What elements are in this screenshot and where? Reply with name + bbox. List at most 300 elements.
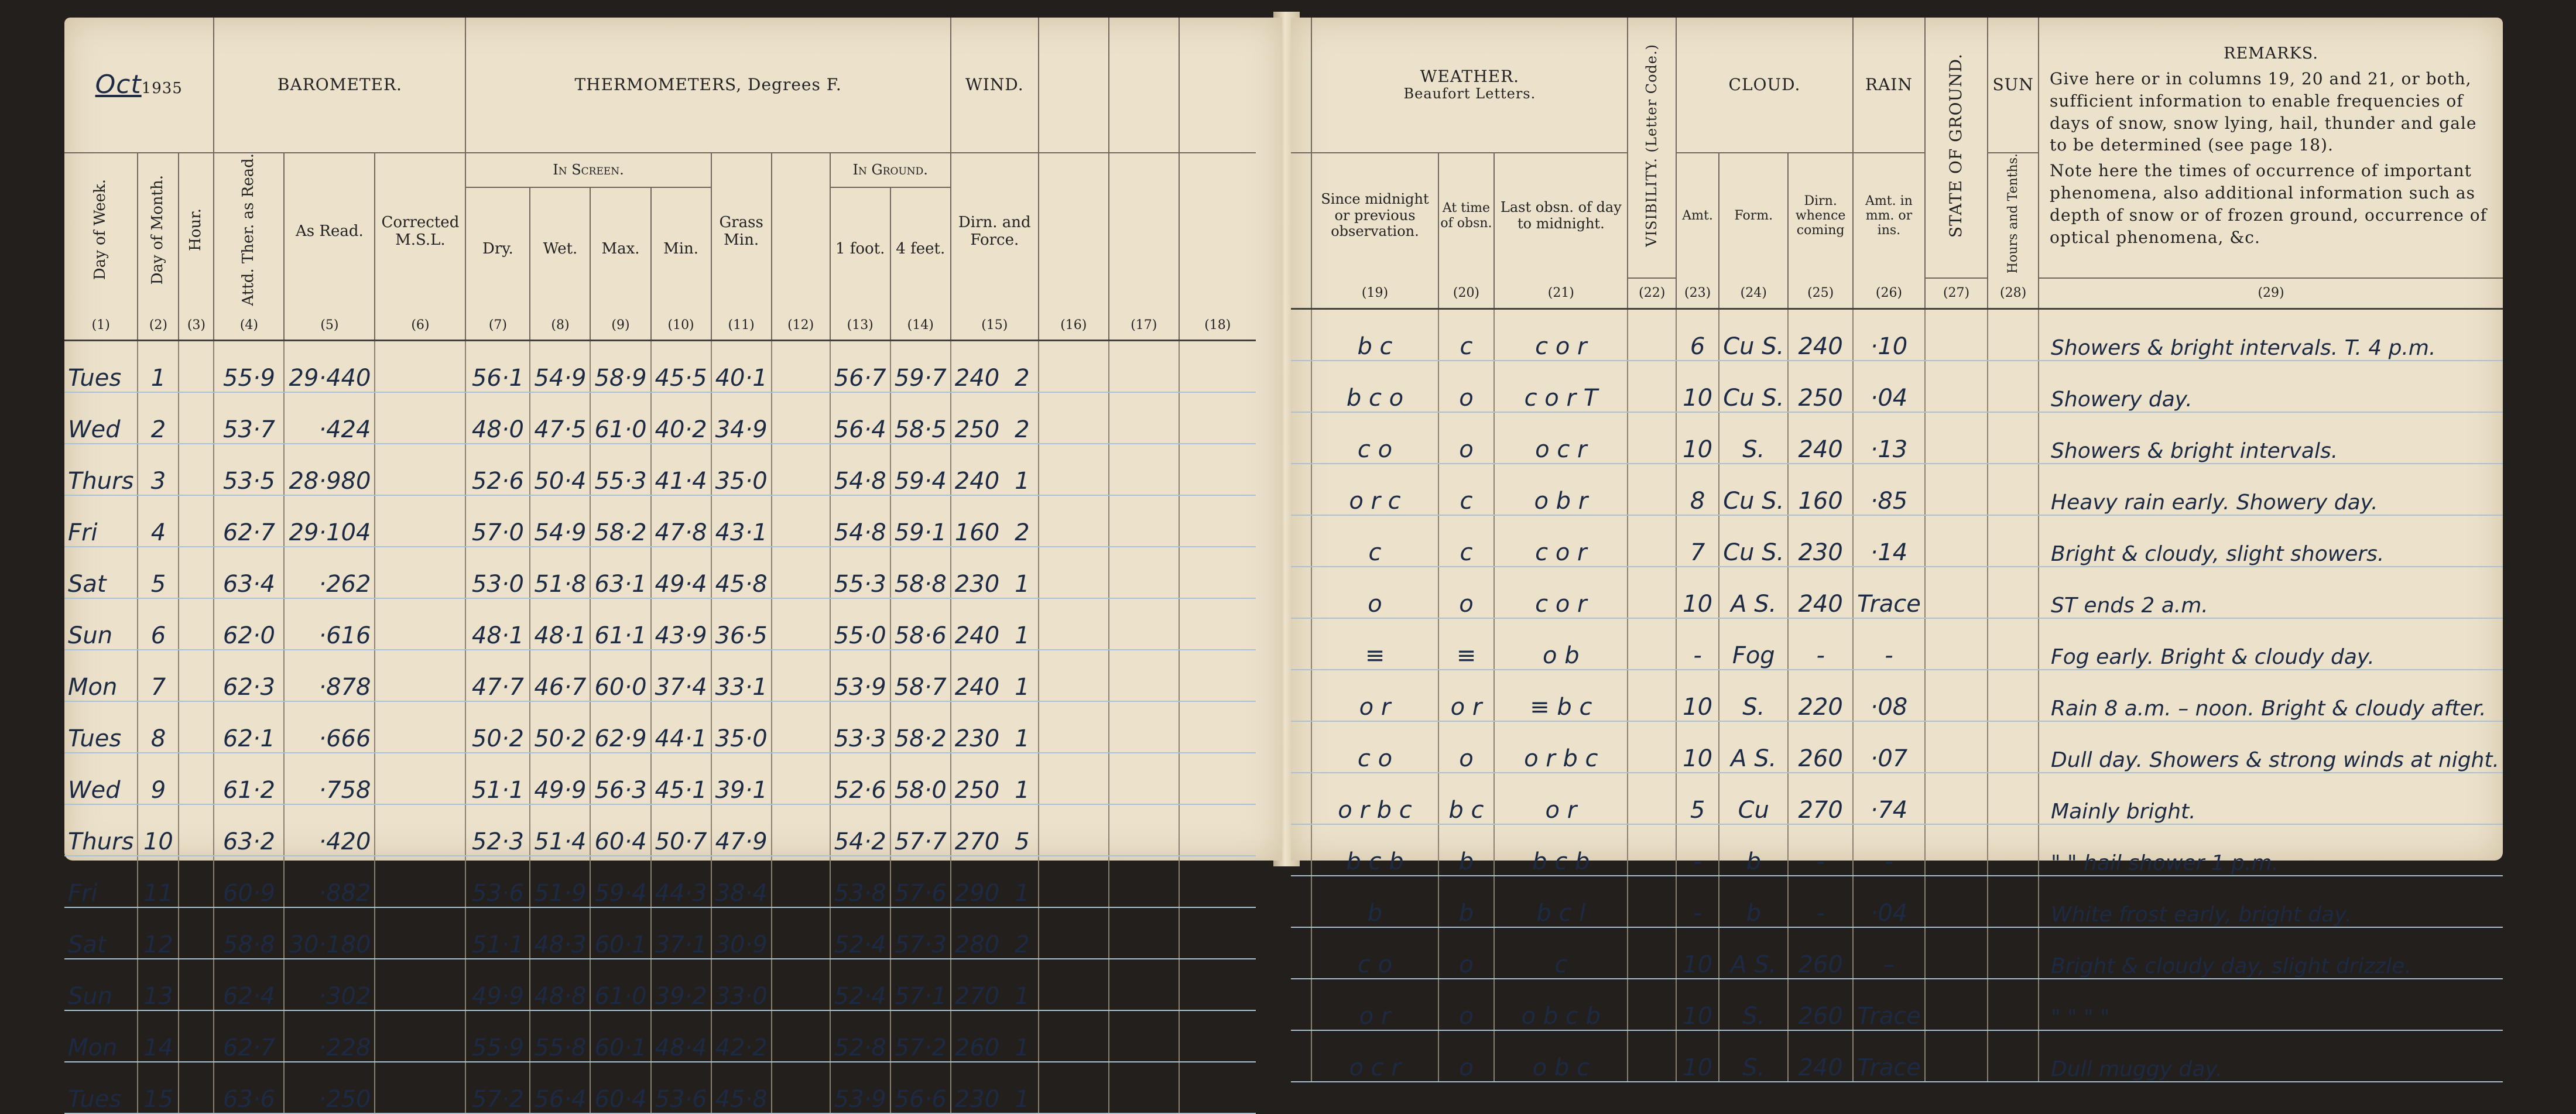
cell-wet-bulb: 46·7 — [530, 650, 590, 701]
cell-rain-amount: – — [1853, 927, 1925, 979]
cell-wet-bulb: 49·9 — [530, 753, 590, 804]
table-row — [1291, 618, 2503, 670]
cell-sun-hours — [1988, 361, 2039, 412]
remarks-title: REMARKS. — [2224, 44, 2318, 63]
cell-sun-hours — [1988, 979, 2039, 1030]
cell-weather-last-obsn: c — [1494, 927, 1628, 979]
cell-attd-ther: 60·9 — [214, 856, 284, 907]
cell-day-of-week: Tues — [64, 1062, 138, 1113]
wind-force: 1 — [1015, 468, 1030, 495]
wind-force: 1 — [1015, 571, 1030, 598]
cell-visibility — [1628, 927, 1676, 979]
cell-hour — [179, 701, 214, 753]
col-day-of-month: Day of Month. — [138, 153, 179, 310]
cell-weather-at-time: b — [1438, 824, 1494, 876]
col-blank-18 — [1179, 153, 1256, 310]
cell-attd-ther: 62·4 — [214, 959, 284, 1010]
cell-state-of-ground — [1925, 670, 1988, 721]
cell-dry-bulb: 53·6 — [465, 856, 530, 907]
cell-attd-ther: 58·8 — [214, 907, 284, 959]
cell-blank-18 — [1179, 959, 1256, 1010]
cell-ground-4-feet: 58·8 — [890, 547, 951, 598]
wind-force: 2 — [1015, 519, 1030, 547]
cell-max-temp: 55·3 — [590, 444, 650, 495]
cell-blank-12 — [772, 392, 830, 444]
cell-hour — [179, 804, 214, 856]
cell-cloud-form: b — [1719, 876, 1788, 927]
cell-cloud-direction: 220 — [1788, 670, 1853, 721]
cell-blank-12 — [772, 804, 830, 856]
cell-wind-dirn-force — [951, 804, 1039, 856]
cell-blank-16 — [1039, 753, 1109, 804]
cell-ground-1-foot: 54·8 — [830, 495, 890, 547]
cell-blank-16 — [1039, 598, 1109, 650]
cell-cloud-direction: 260 — [1788, 979, 1853, 1030]
cell-blank-12 — [772, 701, 830, 753]
cell-rain-amount: ·14 — [1853, 515, 1925, 567]
right-col-number-margin — [1291, 278, 1311, 309]
cell-sun-hours — [1988, 927, 2039, 979]
cell-min-temp: 50·7 — [651, 804, 711, 856]
table-row — [64, 598, 1256, 650]
weather-subtitle: Beaufort Letters. — [1403, 85, 1536, 102]
cell-margin — [1291, 876, 1311, 927]
cell-weather-since-midnight: o r b c — [1311, 773, 1438, 824]
cell-dry-bulb: 56·1 — [465, 341, 530, 393]
cell-ground-4-feet: 58·7 — [890, 650, 951, 701]
cell-attd-ther: 62·1 — [214, 701, 284, 753]
cell-ground-1-foot: 56·4 — [830, 392, 890, 444]
cell-visibility — [1628, 670, 1676, 721]
cell-weather-at-time: c — [1438, 464, 1494, 515]
right-col-number: (23) — [1676, 278, 1719, 309]
left-col-number: (4) — [214, 310, 284, 341]
cell-margin — [1291, 309, 1311, 361]
cell-margin — [1291, 361, 1311, 412]
visibility-heading: VISIBILITY. (Letter Code.) — [1628, 18, 1676, 278]
cell-pressure-corrected — [375, 650, 465, 701]
cell-weather-at-time: o — [1438, 979, 1494, 1030]
right-col-number: (28) — [1988, 278, 2039, 309]
cell-blank-17 — [1109, 1010, 1179, 1062]
cell-wet-bulb: 48·8 — [530, 959, 590, 1010]
col-max: Max. — [590, 187, 650, 311]
cell-day-of-month: 14 — [138, 1010, 179, 1062]
right-col-number: (24) — [1719, 278, 1788, 309]
cell-attd-ther: 53·7 — [214, 392, 284, 444]
table-row — [1291, 1030, 2503, 1082]
table-row — [64, 444, 1256, 495]
cell-day-of-month: 15 — [138, 1062, 179, 1113]
cell-blank-16 — [1039, 959, 1109, 1010]
cell-sun-hours — [1988, 721, 2039, 773]
cell-attd-ther: 62·3 — [214, 650, 284, 701]
cell-blank-17 — [1109, 341, 1179, 393]
cell-margin — [1291, 979, 1311, 1030]
cell-weather-since-midnight: ≡ — [1311, 618, 1438, 670]
cell-blank-17 — [1109, 959, 1179, 1010]
cell-cloud-form: Cu S. — [1719, 361, 1788, 412]
table-row — [64, 804, 1256, 856]
left-col-number: (8) — [530, 310, 590, 341]
cell-visibility — [1628, 515, 1676, 567]
cell-hour — [179, 907, 214, 959]
cell-blank-12 — [772, 444, 830, 495]
cell-pressure-as-read: ·616 — [284, 598, 375, 650]
cell-grass-min: 43·1 — [711, 495, 772, 547]
table-row — [1291, 721, 2503, 773]
cell-dry-bulb: 49·9 — [465, 959, 530, 1010]
col-rain-amt: Amt. in mm. or ins. — [1853, 153, 1925, 278]
cell-wind-dirn-force — [951, 856, 1039, 907]
wind-force: 1 — [1015, 1034, 1030, 1062]
cell-blank-16 — [1039, 1062, 1109, 1113]
cell-ground-4-feet: 59·7 — [890, 341, 951, 393]
cell-grass-min: 40·1 — [711, 341, 772, 393]
left-col-number: (13) — [830, 310, 890, 341]
cell-sun-hours — [1988, 1030, 2039, 1082]
right-col-number: (26) — [1853, 278, 1925, 309]
cell-sun-hours — [1988, 773, 2039, 824]
cell-min-temp: 53·6 — [651, 1062, 711, 1113]
cell-visibility — [1628, 618, 1676, 670]
cell-weather-last-obsn: o b r — [1494, 464, 1628, 515]
cell-wet-bulb: 51·8 — [530, 547, 590, 598]
cell-day-of-week: Tues — [64, 701, 138, 753]
cell-cloud-form: S. — [1719, 1030, 1788, 1082]
wind-direction: 230 — [954, 1086, 1000, 1113]
cell-day-of-month: 8 — [138, 701, 179, 753]
cell-remark: Rain 8 a.m. – noon. Bright & cloudy after. — [2039, 670, 2503, 721]
cell-max-temp: 59·4 — [590, 856, 650, 907]
left-col-number: (18) — [1179, 310, 1256, 341]
cell-ground-4-feet: 59·4 — [890, 444, 951, 495]
cell-blank-18 — [1179, 907, 1256, 959]
wind-force: 1 — [1015, 880, 1030, 907]
cell-max-temp: 60·1 — [590, 907, 650, 959]
cell-rain-amount: ·07 — [1853, 721, 1925, 773]
cell-max-temp: 63·1 — [590, 547, 650, 598]
table-row — [64, 495, 1256, 547]
cell-dry-bulb: 48·0 — [465, 392, 530, 444]
cell-weather-at-time: ≡ — [1438, 618, 1494, 670]
cell-remark: Dull muggy day. — [2039, 1030, 2503, 1082]
wind-direction: 270 — [954, 983, 1000, 1010]
cell-pressure-corrected — [375, 1010, 465, 1062]
table-row — [1291, 412, 2503, 464]
right-margin-heading — [1291, 18, 1311, 153]
cell-ground-1-foot: 52·6 — [830, 753, 890, 804]
cell-ground-1-foot: 55·0 — [830, 598, 890, 650]
cell-min-temp: 49·4 — [651, 547, 711, 598]
cell-visibility — [1628, 567, 1676, 618]
cell-blank-12 — [772, 495, 830, 547]
cell-state-of-ground — [1925, 721, 1988, 773]
wind-direction: 250 — [954, 777, 1000, 804]
cell-sun-hours — [1988, 670, 2039, 721]
wind-direction: 240 — [954, 674, 1000, 701]
cell-ground-1-foot: 54·2 — [830, 804, 890, 856]
wind-direction: 270 — [954, 828, 1000, 856]
cell-cloud-form: S. — [1719, 979, 1788, 1030]
cell-day-of-week: Sun — [64, 598, 138, 650]
cell-weather-since-midnight: b c o — [1311, 361, 1438, 412]
left-col-number: (2) — [138, 310, 179, 341]
cell-weather-last-obsn: o r — [1494, 773, 1628, 824]
blank-heading-16 — [1039, 18, 1109, 153]
cell-pressure-corrected — [375, 907, 465, 959]
table-row — [1291, 824, 2503, 876]
cell-weather-last-obsn: c o r — [1494, 567, 1628, 618]
cell-attd-ther: 63·4 — [214, 547, 284, 598]
cell-grass-min: 45·8 — [711, 547, 772, 598]
cell-pressure-corrected — [375, 495, 465, 547]
remarks-instructions-1: Give here or in columns 19, 20 and 21, or both, sufficient information to enable frequencies of days of snow, snow lying, hail, thunder and gale to be determined (see page 18). — [2050, 69, 2477, 155]
cell-ground-4-feet: 58·0 — [890, 753, 951, 804]
right-col-number: (20) — [1438, 278, 1494, 309]
cell-weather-at-time: b c — [1438, 773, 1494, 824]
cell-wet-bulb: 48·3 — [530, 907, 590, 959]
cell-sun-hours — [1988, 876, 2039, 927]
wind-direction: 240 — [954, 468, 1000, 495]
cell-ground-1-foot: 53·9 — [830, 1062, 890, 1113]
cell-cloud-amount: - — [1676, 618, 1719, 670]
cell-hour — [179, 495, 214, 547]
wind-force: 1 — [1015, 674, 1030, 701]
cell-weather-at-time: c — [1438, 515, 1494, 567]
cell-visibility — [1628, 412, 1676, 464]
cell-margin — [1291, 618, 1311, 670]
cell-pressure-corrected — [375, 804, 465, 856]
cell-attd-ther: 61·2 — [214, 753, 284, 804]
cell-rain-amount: ·04 — [1853, 361, 1925, 412]
cell-cloud-direction: 240 — [1788, 412, 1853, 464]
cell-cloud-direction: 240 — [1788, 1030, 1853, 1082]
cell-cloud-form: Cu S. — [1719, 464, 1788, 515]
cell-rain-amount: ·10 — [1853, 309, 1925, 361]
cell-wind-dirn-force — [951, 1062, 1039, 1113]
cell-dry-bulb: 47·7 — [465, 650, 530, 701]
cell-margin — [1291, 927, 1311, 979]
col-4-feet: 4 feet. — [890, 187, 951, 311]
col-wet: Wet. — [530, 187, 590, 311]
cell-day-of-month: 11 — [138, 856, 179, 907]
cell-hour — [179, 444, 214, 495]
cell-dry-bulb: 50·2 — [465, 701, 530, 753]
cell-remark: " " hail shower 1 p.m. — [2039, 824, 2503, 876]
cell-max-temp: 56·3 — [590, 753, 650, 804]
cell-ground-4-feet: 58·6 — [890, 598, 951, 650]
cell-visibility — [1628, 361, 1676, 412]
cell-wet-bulb: 50·2 — [530, 701, 590, 753]
cell-wind-dirn-force — [951, 650, 1039, 701]
col-cloud-amt: Amt. — [1676, 153, 1719, 278]
cell-blank-17 — [1109, 650, 1179, 701]
cell-ground-4-feet: 57·1 — [890, 959, 951, 1010]
cell-rain-amount: - — [1853, 618, 1925, 670]
cell-weather-since-midnight: o r — [1311, 979, 1438, 1030]
cell-sun-hours — [1988, 824, 2039, 876]
cell-margin — [1291, 1030, 1311, 1082]
wind-force: 1 — [1015, 983, 1030, 1010]
cell-state-of-ground — [1925, 464, 1988, 515]
cell-day-of-week: Sun — [64, 959, 138, 1010]
cell-min-temp: 44·3 — [651, 856, 711, 907]
cell-visibility — [1628, 721, 1676, 773]
cell-visibility — [1628, 876, 1676, 927]
cell-pressure-as-read: ·420 — [284, 804, 375, 856]
year-suffix: 35 — [162, 79, 183, 97]
cell-dry-bulb: 52·6 — [465, 444, 530, 495]
cell-grass-min: 33·0 — [711, 959, 772, 1010]
cell-blank-16 — [1039, 392, 1109, 444]
cell-state-of-ground — [1925, 773, 1988, 824]
cell-blank-16 — [1039, 341, 1109, 393]
cell-attd-ther: 62·0 — [214, 598, 284, 650]
col-since-midnight: Since midnight or previous observation. — [1311, 153, 1438, 278]
cell-dry-bulb: 57·0 — [465, 495, 530, 547]
cell-blank-17 — [1109, 392, 1179, 444]
cell-ground-1-foot: 52·8 — [830, 1010, 890, 1062]
cell-blank-17 — [1109, 856, 1179, 907]
cell-hour — [179, 856, 214, 907]
cell-weather-since-midnight: c o — [1311, 412, 1438, 464]
cell-blank-18 — [1179, 547, 1256, 598]
cell-cloud-form: A S. — [1719, 927, 1788, 979]
cell-wet-bulb: 54·9 — [530, 495, 590, 547]
cell-cloud-amount: 5 — [1676, 773, 1719, 824]
cell-max-temp: 60·4 — [590, 1062, 650, 1113]
cell-min-temp: 45·5 — [651, 341, 711, 393]
cell-pressure-as-read: ·250 — [284, 1062, 375, 1113]
cell-weather-at-time: o — [1438, 361, 1494, 412]
cell-blank-18 — [1179, 804, 1256, 856]
table-row — [64, 650, 1256, 701]
cell-blank-18 — [1179, 701, 1256, 753]
cell-max-temp: 61·1 — [590, 598, 650, 650]
cell-pressure-corrected — [375, 598, 465, 650]
cell-rain-amount: ·85 — [1853, 464, 1925, 515]
cell-grass-min: 35·0 — [711, 701, 772, 753]
cell-ground-1-foot: 52·4 — [830, 959, 890, 1010]
wind-force: 1 — [1015, 622, 1030, 650]
cell-blank-16 — [1039, 1010, 1109, 1062]
cell-pressure-as-read: ·882 — [284, 856, 375, 907]
cell-wind-dirn-force — [951, 444, 1039, 495]
cell-state-of-ground — [1925, 361, 1988, 412]
cell-rain-amount: Trace — [1853, 979, 1925, 1030]
right-margin-sub — [1291, 153, 1311, 278]
cell-blank-17 — [1109, 753, 1179, 804]
cell-cloud-amount: 10 — [1676, 412, 1719, 464]
cell-grass-min: 39·1 — [711, 753, 772, 804]
cell-cloud-amount: 10 — [1676, 567, 1719, 618]
cell-pressure-corrected — [375, 392, 465, 444]
cell-pressure-corrected — [375, 856, 465, 907]
cell-weather-at-time: o — [1438, 927, 1494, 979]
col-grass-min: Grass Min. — [711, 153, 772, 310]
cell-cloud-form: A S. — [1719, 721, 1788, 773]
cell-day-of-month: 4 — [138, 495, 179, 547]
wind-direction: 160 — [954, 519, 1000, 547]
cell-day-of-week: Thurs — [64, 804, 138, 856]
cell-remark: Bright & cloudy, slight showers. — [2039, 515, 2503, 567]
cell-state-of-ground — [1925, 979, 1988, 1030]
cell-cloud-direction: - — [1788, 618, 1853, 670]
cell-dry-bulb: 48·1 — [465, 598, 530, 650]
cell-cloud-amount: 8 — [1676, 464, 1719, 515]
left-col-number: (1) — [64, 310, 138, 341]
cell-blank-12 — [772, 959, 830, 1010]
cell-blank-16 — [1039, 856, 1109, 907]
cell-max-temp: 58·9 — [590, 341, 650, 393]
table-row — [1291, 515, 2503, 567]
table-row — [1291, 670, 2503, 721]
cell-pressure-corrected — [375, 959, 465, 1010]
cell-day-of-week: Wed — [64, 392, 138, 444]
cell-dry-bulb: 57·2 — [465, 1062, 530, 1113]
cell-pressure-as-read: 28·980 — [284, 444, 375, 495]
cell-blank-16 — [1039, 907, 1109, 959]
cell-weather-since-midnight: c o — [1311, 927, 1438, 979]
left-col-number: (16) — [1039, 310, 1109, 341]
cell-state-of-ground — [1925, 567, 1988, 618]
cell-grass-min: 34·9 — [711, 392, 772, 444]
wind-force: 2 — [1015, 931, 1030, 959]
cell-ground-4-feet: 57·3 — [890, 907, 951, 959]
cell-wet-bulb: 50·4 — [530, 444, 590, 495]
cell-cloud-direction: 250 — [1788, 361, 1853, 412]
table-row — [64, 341, 1256, 393]
left-col-number: (15) — [951, 310, 1039, 341]
cell-weather-last-obsn: b c l — [1494, 876, 1628, 927]
cell-blank-12 — [772, 1010, 830, 1062]
cell-grass-min: 47·9 — [711, 804, 772, 856]
cell-grass-min: 45·8 — [711, 1062, 772, 1113]
cell-wind-dirn-force — [951, 701, 1039, 753]
wind-force: 2 — [1015, 365, 1030, 392]
cell-margin — [1291, 824, 1311, 876]
table-row — [1291, 567, 2503, 618]
cell-hour — [179, 392, 214, 444]
cell-pressure-corrected — [375, 1062, 465, 1113]
cell-cloud-form: Cu — [1719, 773, 1788, 824]
col-dry: Dry. — [465, 187, 530, 311]
cell-cloud-amount: - — [1676, 824, 1719, 876]
cell-wet-bulb: 56·4 — [530, 1062, 590, 1113]
table-row — [1291, 979, 2503, 1030]
cell-ground-4-feet: 59·1 — [890, 495, 951, 547]
cell-max-temp: 60·0 — [590, 650, 650, 701]
wind-direction: 230 — [954, 725, 1000, 753]
table-row — [64, 1062, 1256, 1113]
cell-max-temp: 60·4 — [590, 804, 650, 856]
cell-pressure-as-read: ·228 — [284, 1010, 375, 1062]
cell-blank-17 — [1109, 1062, 1179, 1113]
cell-attd-ther: 63·2 — [214, 804, 284, 856]
cell-pressure-as-read: 29·440 — [284, 341, 375, 393]
cell-weather-since-midnight: o c r — [1311, 1030, 1438, 1082]
cell-blank-12 — [772, 547, 830, 598]
in-screen-group: In Screen. — [465, 153, 711, 187]
cell-visibility — [1628, 979, 1676, 1030]
cell-blank-18 — [1179, 650, 1256, 701]
col-last-obsn: Last obsn. of day to midnight. — [1494, 153, 1628, 278]
cell-weather-last-obsn: c o r — [1494, 309, 1628, 361]
cell-hour — [179, 959, 214, 1010]
cell-remark: " " " " — [2039, 979, 2503, 1030]
cell-rain-amount: ·74 — [1853, 773, 1925, 824]
